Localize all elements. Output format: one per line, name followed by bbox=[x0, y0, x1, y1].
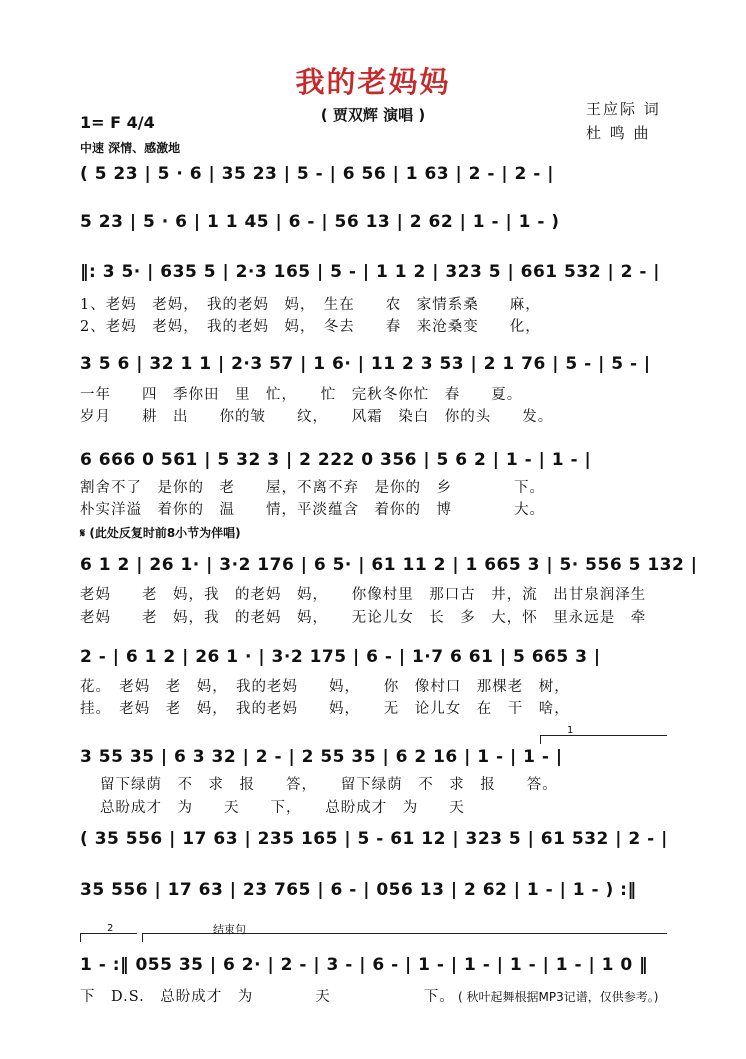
lyricist-credit: 王应际 词 bbox=[586, 100, 661, 118]
transcription-note: ( 秋叶起舞根据MP3记谱，仅供参考。) bbox=[458, 990, 659, 1004]
lyric-line-2: 2、老妈 老妈， 我的老妈 妈， 冬去 春 来沧桑变 化， bbox=[80, 319, 541, 335]
singer-credit: ( 贾双辉 演唱 ) bbox=[320, 106, 426, 124]
lyric-line-5: 割舍不了 是你的 老 屋，不离不弃 是你的 乡 下。 bbox=[80, 480, 545, 496]
lyric-line-1: 1、老妈 老妈， 我的老妈 妈， 生在 农 家情系桑 麻， bbox=[80, 297, 541, 313]
song-title: 我的老妈妈 bbox=[295, 65, 451, 99]
notation-line-8: 3 55 35 | 6 3 32 | 2 - | 2 55 35 | 6 2 16 | 1 - | 1 - | bbox=[80, 747, 563, 767]
notation-line-7: 2 - | 6 1 2 | 26 1 · | 3·2 175 | 6 - | 1·7 6 61 | 5 665 3 | bbox=[80, 647, 601, 667]
notation-line-3: ‖: 3 5· | 635 5 | 2·3 165 | 5 - | 1 1 2 | 323 5 | 661 532 | 2 - | bbox=[80, 262, 661, 282]
notation-line-2: 5 23 | 5 · 6 | 1 1 45 | 6 - | 56 13 | 2 62 | 1 - | 1 - ) bbox=[80, 212, 560, 232]
lyric-line-7: 老妈 老 妈，我 的老妈 妈， 你像村里 那口古 井，流 出甘泉润泽生 bbox=[80, 587, 647, 603]
lyric-line-3: 一年 四 季你田 里 忙， 忙 完秋冬你忙 春 夏。 bbox=[80, 387, 523, 403]
ending-label: 结束句 bbox=[213, 923, 246, 936]
lyric-line-9: 花。 老妈 老 妈， 我的老妈 妈， 你 像村口 那棵老 树， bbox=[80, 679, 570, 695]
volta-1-label: 1 bbox=[567, 725, 574, 736]
volta-2-bracket bbox=[80, 923, 137, 942]
lyric-line-12: 总盼成才 为 天 下， 总盼成才 为 天 bbox=[100, 800, 465, 816]
notation-line-4: 3 5 6 | 32 1 1 | 2·3 57 | 1 6· | 11 2 3 53 | 2 1 76 | 5 - | 5 - | bbox=[80, 354, 651, 374]
lyric-line-13: 下 D.S. 总盼成才 为 天 下。 bbox=[80, 989, 455, 1005]
notation-line-11: 1 - :‖ 055 35 | 6 2· | 2 - | 3 - | 6 - | 1 - | 1 - | 1 - | 1 - | 1 0 ‖ bbox=[80, 955, 649, 975]
notation-line-9: ( 35 556 | 17 63 | 235 165 | 5 - 61 12 | 323 5 | 61 532 | 2 - | bbox=[80, 829, 668, 849]
composer-credit: 杜 鸣 曲 bbox=[586, 124, 651, 142]
notation-line-10: 35 556 | 17 63 | 23 765 | 6 - | 056 13 | 2 62 | 1 - | 1 - ) :‖ bbox=[80, 880, 637, 900]
volta-1-bracket bbox=[540, 725, 667, 744]
lyric-line-6: 朴实洋溢 着你的 温 情，平淡蕴含 着你的 博 大。 bbox=[80, 502, 545, 518]
tempo-marking: 中速 深情、感激地 bbox=[80, 141, 181, 155]
volta-2-label: 2 bbox=[107, 923, 114, 934]
notation-line-6: 6 1 2 | 26 1· | 3·2 176 | 6 5· | 61 11 2 | 1 665 3 | 5· 556 5 132 | bbox=[80, 555, 698, 575]
key-signature: 1= F 4/4 bbox=[80, 113, 155, 132]
notation-line-1: ( 5 23 | 5 · 6 | 35 23 | 5 - | 6 56 | 1 63 | 2 - | 2 - | bbox=[80, 164, 554, 184]
repeat-remark: 𝄋 (此处反复时前8小节为伴唱) bbox=[80, 526, 241, 540]
lyric-line-4: 岁月 耕 出 你的皱 纹， 风霜 染白 你的头 发。 bbox=[80, 409, 554, 425]
lyric-line-10: 挂。 老妈 老 妈， 我的老妈 妈， 无 论儿女 在 干 啥， bbox=[80, 701, 570, 717]
lyric-line-11: 留下绿荫 不 求 报 答， 留下绿荫 不 求 报 答。 bbox=[100, 777, 558, 793]
notation-line-5: 6 666 0 561 | 5 32 3 | 2 222 0 356 | 5 6 2 | 1 - | 1 - | bbox=[80, 450, 592, 470]
lyric-line-8: 老妈 老 妈，我 的老妈 妈， 无论儿女 长 多 大，怀 里永远是 牵 bbox=[80, 610, 647, 626]
